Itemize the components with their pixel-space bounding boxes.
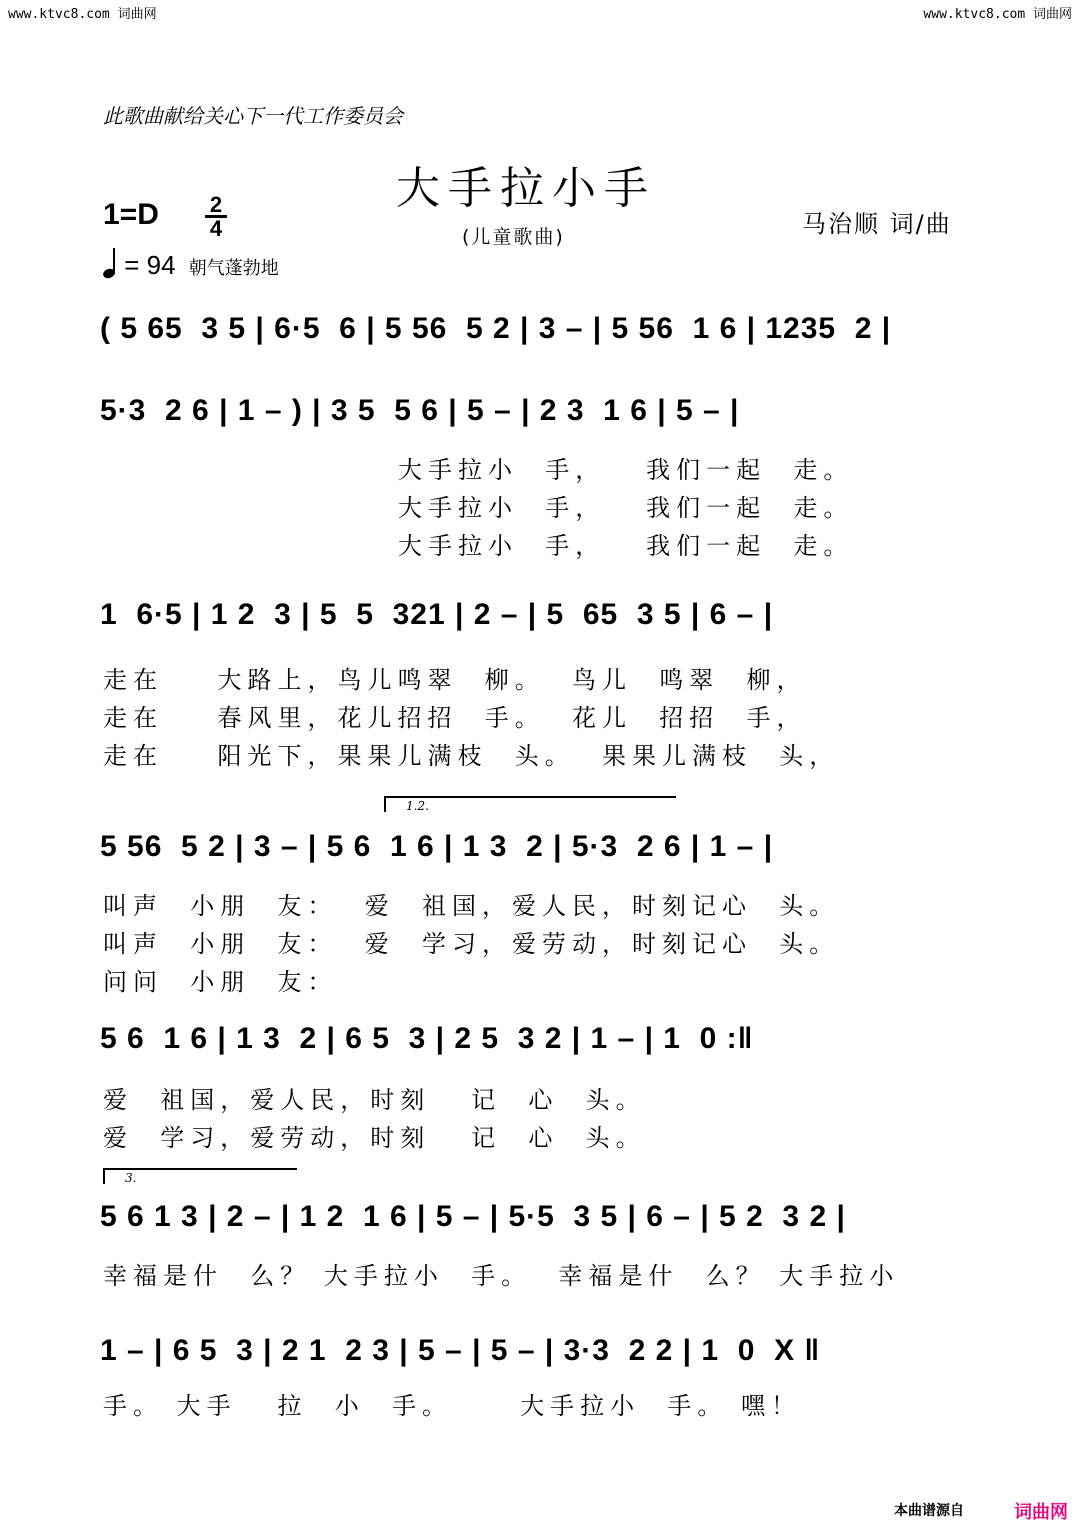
lyric-row-2-verse-1: 大手拉小 手， 我们一起 走。 <box>398 456 854 484</box>
lyric-row-4-verse-3: 问问 小朋 友： <box>103 968 338 996</box>
tempo-value: = 94 <box>124 250 176 280</box>
lyric-row-3-verse-3: 走在 阳光下，果果儿满枝 头。 果果儿满枝 头， <box>103 742 840 770</box>
lyric-row-7: 手。 大手 拉 小 手。 大手拉小 手。 嘿！ <box>103 1392 802 1420</box>
volta-bracket-3: 3. <box>103 1168 297 1184</box>
lyric-row-5-verse-2: 爱 学习，爱劳动，时刻 记 心 头。 <box>103 1124 646 1152</box>
score-row-4: 5 56 5 2 | 3 – | 5 6 1 6 | 1 3 2 | 5·3 2 6 | 1 – | <box>100 830 774 863</box>
lyric-row-3-verse-2: 走在 春风里，花儿招招 手。 花儿 招招 手， <box>103 704 807 732</box>
score-row-6: 5 6 1 3 | 2 – | 1 2 1 6 | 5 – | 5·5 3 5 | 6 – | 5 2 3 2 | <box>100 1200 846 1233</box>
song-title: 大手拉小手 <box>396 163 656 214</box>
lyric-row-4-verse-2: 叫声 小朋 友： 爱 学习，爱劳动，时刻记心 头。 <box>103 930 840 958</box>
tempo-expression: 朝气蓬勃地 <box>188 258 279 278</box>
site-logo[interactable]: 词曲网 <box>1014 1502 1068 1523</box>
song-subtitle: (儿童歌曲) <box>462 226 565 248</box>
lyric-row-4-verse-1: 叫声 小朋 友： 爱 祖国，爱人民，时刻记心 头。 <box>103 892 840 920</box>
lyric-row-3-verse-1: 走在 大路上，鸟儿鸣翠 柳。 鸟儿 鸣翠 柳， <box>103 666 807 694</box>
lyric-row-6: 幸福是什 么？ 大手拉小 手。 幸福是什 么？ 大手拉小 <box>103 1262 900 1290</box>
site-watermark-right: www.ktvc8.com 词曲网 <box>923 7 1072 22</box>
lyric-row-2-verse-3: 大手拉小 手， 我们一起 走。 <box>398 532 854 560</box>
score-row-5: 5 6 1 6 | 1 3 2 | 6 5 3 | 2 5 3 2 | 1 – | 1 0 :‖ <box>100 1022 754 1055</box>
tempo-marking <box>103 248 279 281</box>
score-row-7: 1 – | 6 5 3 | 2 1 2 3 | 5 – | 5 – | 3·3 2 2 | 1 0 X ‖ <box>100 1334 821 1367</box>
score-row-1: ( 5 65 3 5 | 6·5 6 | 5 56 5 2 | 3 – | 5 56 1 6 | 1235 2 | <box>100 312 892 345</box>
quarter-note-icon <box>103 248 117 278</box>
site-watermark-left: www.ktvc8.com 词曲网 <box>8 7 157 22</box>
score-row-3: 1 6·5 | 1 2 3 | 5 5 321 | 2 – | 5 65 3 5 | 6 – | <box>100 598 774 631</box>
time-signature-top: 2 <box>209 192 223 217</box>
score-row-2: 5·3 2 6 | 1 – ) | 3 5 5 6 | 5 – | 2 3 1 6 | 5 – | <box>100 394 740 427</box>
volta-bracket-1-2: 1.2. <box>384 796 676 812</box>
lyric-row-2-verse-2: 大手拉小 手， 我们一起 走。 <box>398 494 854 522</box>
time-signature <box>203 194 229 239</box>
composer-credit: 马治顺 词/曲 <box>802 210 952 238</box>
dedication: 此歌曲献给关心下一代工作委员会 <box>103 104 403 128</box>
key-signature: 1=D <box>103 198 159 231</box>
source-label: 本曲谱源自 <box>894 1503 964 1519</box>
lyric-row-5-verse-1: 爱 祖国，爱人民，时刻 记 心 头。 <box>103 1086 646 1114</box>
time-signature-bottom: 4 <box>209 216 223 241</box>
